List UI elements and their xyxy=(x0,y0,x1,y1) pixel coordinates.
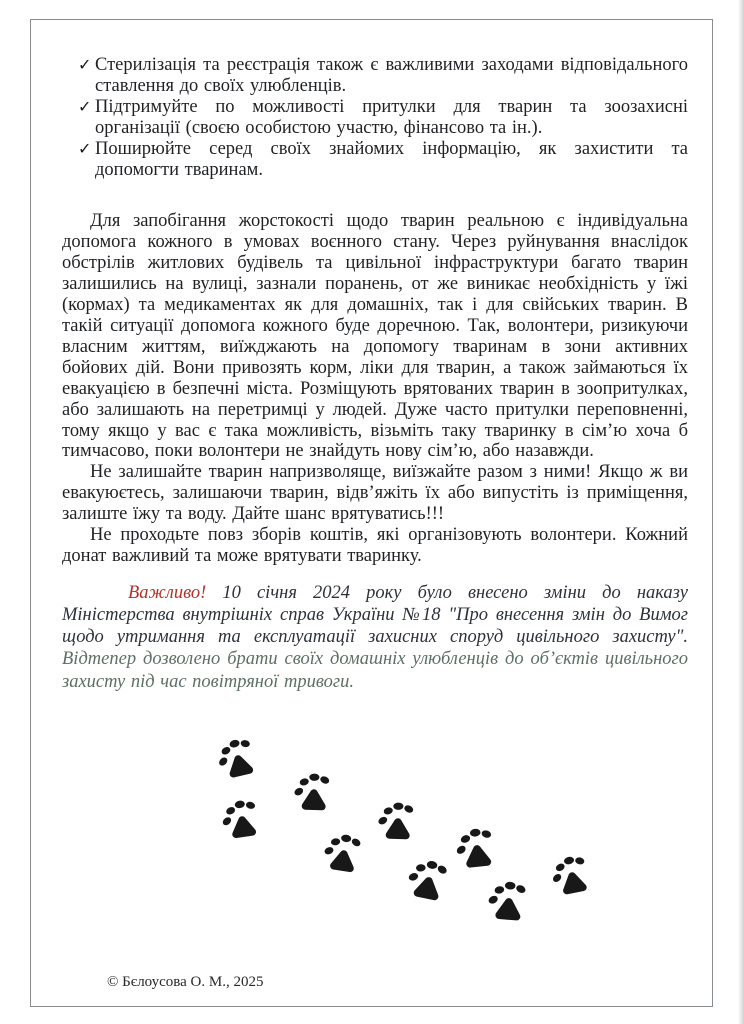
document-page xyxy=(30,19,713,1007)
paragraph-donations: Не проходьте повз зборів коштів, які організовують волонтери. Кожний донат важливий та може врятувати тваринку. xyxy=(62,525,688,566)
important-text: 10 січня 2024 року було внесено зміни до наказу Міністерства внутрішніх справ України №18 "Про внесення змін до Вимог щодо утримання та експлуатації захисних споруд цивільного захисту". xyxy=(62,582,688,648)
paw-print-icon xyxy=(546,849,598,901)
important-label: Важливо! xyxy=(128,582,207,603)
paw-print-icon xyxy=(289,767,339,817)
list-item xyxy=(62,139,688,181)
bullet-text: Підтримуйте по можливості притулки для тварин та зоозахисні організації (своєю особистою участю, фінансово та ін.). xyxy=(95,96,688,138)
paw-print-icon xyxy=(373,796,423,846)
list-item xyxy=(62,55,688,97)
list-item xyxy=(62,97,688,139)
page-content xyxy=(31,20,712,693)
paw-print-icon xyxy=(211,731,264,784)
paw-print-icon xyxy=(400,851,459,910)
checkmark-icon: ✓ xyxy=(78,96,92,116)
footer-copyright: © Бєлоусова О. М., 2025 xyxy=(107,974,264,990)
paw-print-icon xyxy=(482,874,536,928)
bullet-list xyxy=(62,55,688,180)
checkmark-icon: ✓ xyxy=(78,138,92,158)
paw-print-icon xyxy=(217,794,267,844)
checkmark-icon: ✓ xyxy=(78,55,92,74)
paw-print-icon xyxy=(452,823,502,873)
scan-edge-shadow xyxy=(738,0,744,1024)
bullet-text: Стерилізація та реєстрація також є важливими заходами відповідального ставлення до своїх улюбленців. xyxy=(95,55,688,96)
important-highlight: Відтепер дозволено брати своїх домашніх улюбленців до об’єктів цивільного захисту під час повітряної тривоги. xyxy=(62,649,688,692)
bullet-text: Поширюйте серед своїх знайомих інформацію, як захистити та допомогти тваринам. xyxy=(95,138,688,180)
body-paragraphs xyxy=(62,211,688,692)
paragraph-main: Для запобігання жорстокості щодо тварин реальною є індивідуальна допомога кожного в умовах воєнного стану. Через руйнування внаслідок обстрілів житлових будівель та цивільної інфраструктури багато тварин залишились на вулиці, зазнали поранень, от же виникає необхідність у їжі (кормах) та медикаментах як для домашніх, так і для свійських тварин. В такій ситуації допомога кожного буде доречною. Так, волонтери, ризикуючи власним життям, виїжджають на допомогу тваринам в зони активних бойових дій. Вони привозять корм, ліки для тварин, а також займаються їх евакуацією в безпечні міста. Розміщують врятованих тварин в зоопритулках, або залишають на перетримці у людей. Дуже часто притулки переповненні, тому якщо у вас є така можливість, візьміть таку тваринку в сім’ю хоча б тимчасово, поки волонтери не знайдуть нову сім’ю, або назавжди. xyxy=(62,211,688,462)
paw-print-icon xyxy=(317,826,372,881)
paragraph-important xyxy=(62,582,688,693)
paragraph-evacuation: Не залишайте тварин напризволяще, виїзжайте разом з ними! Якщо ж ви евакуюєтесь, залишаючи тварин, відв’яжіть їх або випустіть із приміщення, залиште їжу та воду. Дайте шанс врятуватись!!! xyxy=(62,462,688,525)
